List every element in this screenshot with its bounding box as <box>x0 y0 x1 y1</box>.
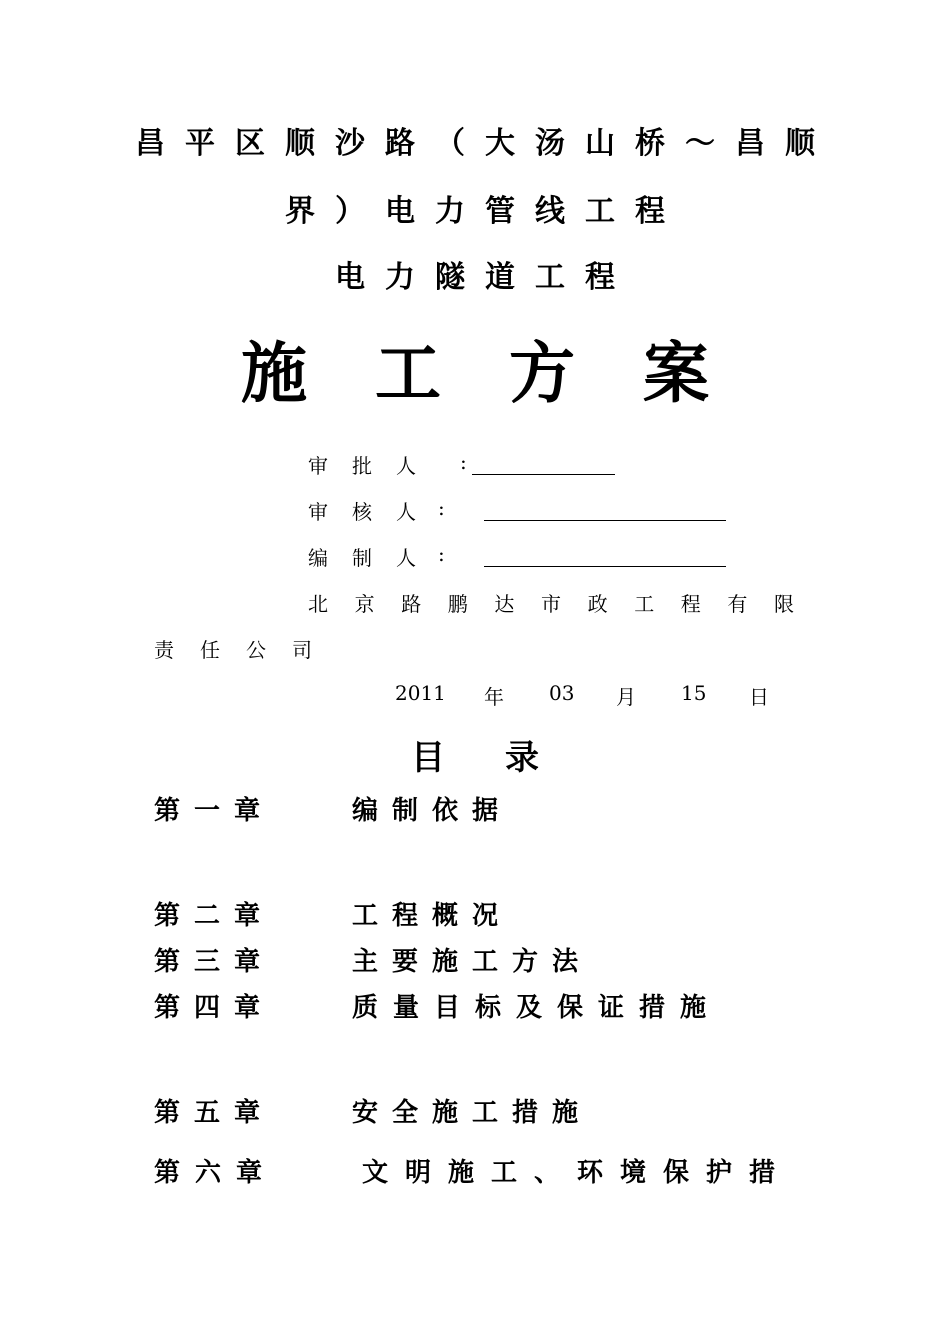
toc-chapter-4: 第四章 <box>154 993 275 1023</box>
title-line-3: 电力隧道工程 <box>335 260 635 295</box>
reviewer-label: 审核人 <box>308 500 440 524</box>
title-line-2: 界）电力管线工程 <box>285 194 685 229</box>
toc-name-1: 编制依据 <box>352 796 513 826</box>
toc-chapter-1: 第一章 <box>154 796 275 826</box>
company-line-1: 北京路鹏达市政工程有限 <box>308 592 821 616</box>
company-line-2: 责任公司 <box>154 638 338 662</box>
date-year: 2011 <box>395 681 446 705</box>
toc-chapter-5: 第五章 <box>154 1098 275 1128</box>
editor-signature-line <box>484 542 726 567</box>
date-day: 15 <box>681 681 707 705</box>
toc-name-2: 工程概况 <box>352 901 513 931</box>
approver-signature-line <box>472 450 615 475</box>
toc-name-3: 主要施工方法 <box>352 947 593 977</box>
toc-name-4: 质量目标及保证措施 <box>352 993 722 1023</box>
date-month: 03 <box>549 681 575 705</box>
editor-label: 编制人 <box>308 546 440 570</box>
approver-colon: : <box>460 450 467 474</box>
date-year-unit: 年 <box>484 685 504 709</box>
toc-chapter-3: 第三章 <box>154 947 275 977</box>
reviewer-colon: : <box>438 496 445 520</box>
approver-label: 审批人 <box>308 454 440 478</box>
toc-name-5: 安全施工措施 <box>352 1098 593 1128</box>
editor-colon: : <box>438 542 445 566</box>
main-title: 施工方案 <box>241 334 777 412</box>
toc-title: 目录 <box>411 738 599 778</box>
title-line-1: 昌平区顺沙路（大汤山桥～昌顺 <box>135 126 835 161</box>
date-month-unit: 月 <box>616 685 636 709</box>
reviewer-signature-line <box>484 496 726 521</box>
date-day-unit: 日 <box>749 685 769 709</box>
toc-chapter-6: 第六章 <box>154 1158 278 1188</box>
toc-chapter-2: 第二章 <box>154 901 275 931</box>
toc-name-6: 文明施工、环境保护措 <box>362 1158 793 1188</box>
